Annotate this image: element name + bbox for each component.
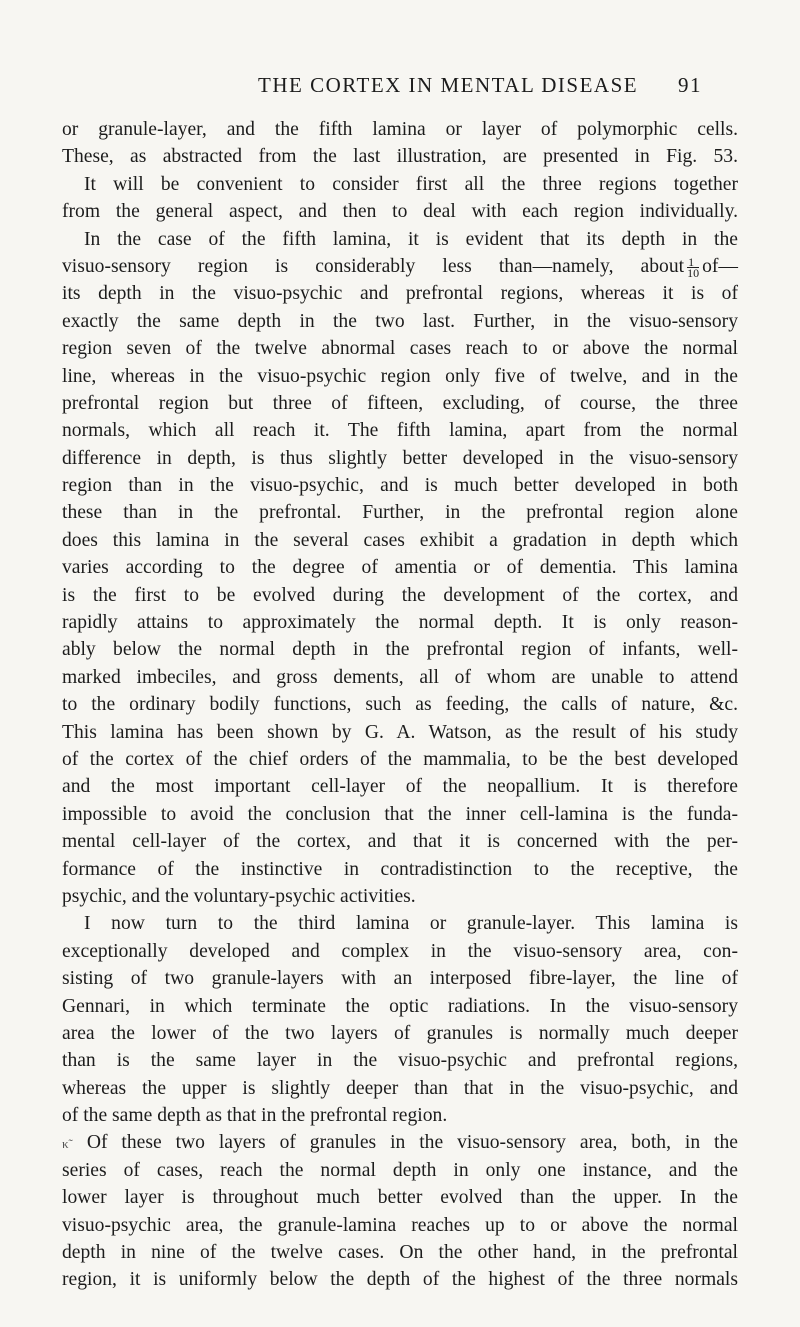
text-line: does this lamina in the several cases exhibit a gradation in depth which (62, 529, 738, 551)
text-line: impossible to avoid the conclusion that the inner cell-lamina is the funda- (62, 803, 738, 825)
text-line-with-fraction (62, 253, 738, 280)
text-line: from the general aspect, and then to deal with each region individually. (62, 201, 738, 223)
text-line: to the ordinary bodily functions, such as feeding, the calls of nature, &c. (62, 694, 738, 716)
text-line: I now turn to the third lamina or granule-layer. This lamina is (84, 913, 738, 935)
fraction-denominator: 10 (687, 265, 700, 280)
text-line: visuo-psychic area, the granule-lamina reaches up to or above the normal (62, 1214, 738, 1236)
text-fragment: of— (702, 255, 738, 277)
text-line: mental cell-layer of the cortex, and that it is concerned with the per- (62, 831, 738, 853)
text-line: marked imbeciles, and gross dements, all of whom are unable to attend (62, 666, 738, 688)
text-line: difference in depth, is thus slightly better developed in the visuo-sensory (62, 447, 738, 469)
text-line: ably below the normal depth in the prefrontal region of infants, well- (62, 639, 738, 661)
text-line: or granule-layer, and the fifth lamina or layer of polymorphic cells. (62, 119, 738, 140)
text-line: normals, which all reach it. The fifth lamina, apart from the normal (62, 420, 738, 442)
text-line: It will be convenient to consider first all the three regions together (84, 173, 738, 195)
text-line: than is the same layer in the visuo-psychic and prefrontal regions, (62, 1050, 738, 1072)
text-line: exceptionally developed and complex in the visuo-sensory area, con- (62, 940, 738, 962)
page-number: 91 (678, 73, 702, 97)
text-line: rapidly attains to approximately the normal depth. It is only reason- (62, 612, 738, 634)
text-line: region than in the visuo-psychic, and is much better developed in both (62, 475, 738, 497)
text-line: of the cortex of the chief orders of the mammalia, to be the best developed (62, 748, 738, 770)
text-line: line, whereas in the visuo-psychic region only five of twelve, and in the (62, 365, 738, 387)
text-line: This lamina has been shown by G. A. Watson, as the result of his study (62, 721, 738, 743)
fraction (687, 254, 700, 280)
text-fragment: Of these two layers of granules in the visuo-sensory area, both, in the (86, 1132, 738, 1154)
text-fragment: visuo-sensory region is considerably less than—namely, about (62, 255, 685, 277)
text-line: these than in the prefrontal. Further, in the prefrontal region alone (62, 502, 738, 524)
text-line: depth in nine of the twelve cases. On the other hand, in the prefrontal (62, 1242, 738, 1264)
text-line: Gennari, in which terminate the optic radiations. In the visuo-sensory (62, 995, 738, 1017)
text-line: whereas the upper is slightly deeper than that in the visuo-psychic, and (62, 1077, 738, 1099)
text-line: These, as abstracted from the last illustration, are presented in Fig. 53. (62, 146, 738, 168)
text-line: area the lower of the two layers of granules is normally much deeper (62, 1022, 738, 1044)
text-line: of the same depth as that in the prefrontal region. (62, 1105, 448, 1127)
text-line: exactly the same depth in the two last. Further, in the visuo-sensory (62, 310, 738, 332)
text-line: lower layer is throughout much better evolved than the upper. In the (62, 1187, 738, 1209)
text-line: region seven of the twelve abnormal cases reach to or above the normal (62, 338, 738, 360)
fraction-numerator: 1 (687, 257, 699, 268)
text-line-with-mark (62, 1129, 738, 1156)
text-line: its depth in the visuo-psychic and prefrontal regions, whereas it is of (62, 283, 738, 305)
running-title: THE CORTEX IN MENTAL DISEASE (258, 73, 639, 97)
text-line: sisting of two granule-layers with an interposed fibre-layer, the line of (62, 968, 738, 990)
running-head (258, 70, 702, 100)
text-line: varies according to the degree of amentia or of dementia. This lamina (62, 557, 738, 579)
text-line: series of cases, reach the normal depth in only one instance, and the (62, 1159, 738, 1181)
text-line: formance of the instinctive in contradistinction to the receptive, the (62, 858, 738, 880)
margin-mark: κ˜ (62, 1136, 73, 1152)
text-line: is the first to be evolved during the development of the cortex, and (62, 584, 738, 606)
text-line: region, it is uniformly below the depth of the highest of the three normals (62, 1269, 738, 1291)
text-line: psychic, and the voluntary-psychic activities. (62, 885, 416, 907)
body-text (62, 116, 738, 1294)
text-line: In the case of the fifth lamina, it is evident that its depth in the (84, 228, 738, 250)
text-line: and the most important cell-layer of the neopallium. It is therefore (62, 776, 738, 798)
text-line: prefrontal region but three of fifteen, excluding, of course, the three (62, 392, 738, 414)
